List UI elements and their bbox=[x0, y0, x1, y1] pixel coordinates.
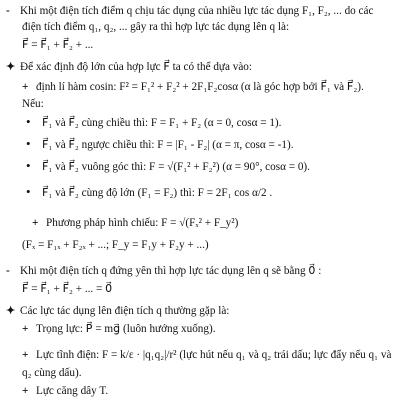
line-marker: + bbox=[22, 349, 29, 361]
line-text: Các lực tác dụng lên điện tích q thường gặp là: bbox=[20, 305, 230, 317]
text-line bbox=[22, 366, 398, 380]
bullet-line bbox=[26, 160, 398, 174]
text-line bbox=[22, 20, 398, 34]
text-line bbox=[32, 216, 398, 230]
line-text: Khi một điện tích q đứng yên thì hợp lực tác dụng lên q sẽ bằng 0⃗ : bbox=[20, 265, 322, 277]
line-marker: - bbox=[6, 265, 10, 277]
line-text: F⃗₁ và F⃗₂ ngược chiều thì: F = |F₁ - F₂| (α = π, cosα = -1). bbox=[42, 139, 294, 151]
line-text: F⃗₁ và F⃗₂ cùng độ lớn (F₁ = F₂) thì: F = 2F₁ cos α/2 . bbox=[42, 187, 273, 199]
text-line bbox=[22, 384, 398, 398]
line-marker: + bbox=[22, 385, 29, 397]
text-line bbox=[6, 60, 398, 74]
diamond-marker-icon: ✦ bbox=[6, 61, 16, 73]
bullet-icon: • bbox=[26, 114, 31, 129]
formula-line bbox=[22, 38, 398, 52]
bullet-icon: • bbox=[26, 184, 31, 199]
bullet-line bbox=[26, 138, 398, 152]
line-text: điện tích điểm q₁, q₂, ... gây ra thì hợp lực tác dụng lên q là: bbox=[22, 21, 290, 33]
line-text: q₂ cùng dấu). bbox=[22, 367, 82, 379]
line-text: Để xác định độ lớn của hợp lực F⃗ ta có thể dựa vào: bbox=[20, 61, 253, 73]
line-text: Khi một điện tích điểm q chịu tác dụng của nhiều lực tác dụng F₁, F₂, ... do các bbox=[20, 5, 374, 17]
text-line bbox=[22, 97, 398, 111]
line-marker: + bbox=[22, 81, 29, 93]
bullet-icon: • bbox=[26, 136, 31, 151]
text-line bbox=[22, 238, 398, 252]
formula-line bbox=[22, 282, 398, 296]
line-text: Lực tĩnh điện: F = k/ε · |q₁q₂|/r² (lực hút nếu q₁ và q₂ trái dấu; lực đẩy nếu q₁ và bbox=[36, 349, 392, 361]
text-line bbox=[22, 348, 398, 362]
line-text: Nếu: bbox=[22, 98, 44, 110]
line-marker: - bbox=[6, 5, 10, 17]
line-text: Lực căng dây T. bbox=[36, 385, 109, 397]
line-marker: + bbox=[22, 323, 29, 335]
line-text: F⃗ = F⃗₁ + F⃗₂ + ... bbox=[22, 39, 94, 51]
line-text: F⃗ = F⃗₁ + F⃗₂ + ... = 0⃗ bbox=[22, 283, 113, 295]
line-text: Trọng lực: P⃗ = mg⃗ (luôn hướng xuống). bbox=[36, 323, 216, 335]
text-line bbox=[6, 4, 398, 18]
text-line bbox=[6, 304, 398, 318]
text-line bbox=[22, 322, 398, 336]
bullet-line bbox=[26, 116, 398, 130]
text-line bbox=[6, 264, 398, 278]
bullet-line bbox=[26, 186, 398, 200]
diamond-marker-icon: ✦ bbox=[6, 305, 16, 317]
line-text: Phương pháp hình chiếu: F = √(Fₓ² + F_y²) bbox=[46, 217, 239, 229]
line-marker: + bbox=[32, 217, 39, 229]
line-text: F⃗₁ và F⃗₂ cùng chiều thì: F = F₁ + F₂ (α = 0, cosα = 1). bbox=[42, 117, 282, 129]
bullet-icon: • bbox=[26, 158, 31, 173]
line-text: (Fₓ = F₁ₓ + F₂ₓ + ...; F_y = F₁y + F₂y + ...) bbox=[22, 239, 209, 251]
line-text: F⃗₁ và F⃗₂ vuông góc thì: F = √(F₁² + F₂²) (α = 90°, cosα = 0). bbox=[42, 161, 310, 173]
text-line bbox=[22, 80, 398, 94]
line-text: định lí hàm cosin: F² = F₁² + F₂² + 2F₁F₂cosα (α là góc hợp bởi F⃗₁ và F⃗₂). bbox=[36, 81, 364, 93]
